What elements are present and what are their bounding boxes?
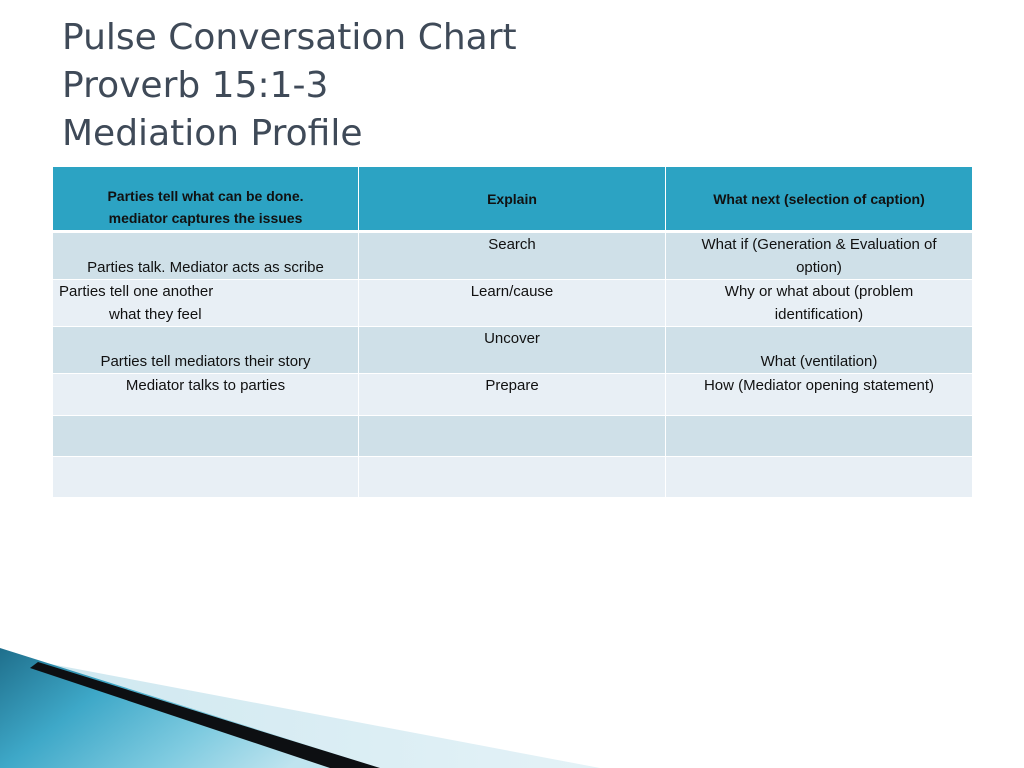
header-line: Explain: [487, 190, 537, 207]
table-row: [53, 280, 973, 327]
cell-text: What (ventilation): [760, 353, 878, 370]
cell-text: What if (Generation & Evaluation of: [701, 236, 937, 253]
title-line-1: Pulse Conversation Chart: [62, 17, 517, 58]
table-row: [53, 327, 973, 374]
header-line: mediator captures the issues: [108, 210, 303, 226]
table-cell: [359, 280, 666, 327]
header-line: What next (selection of caption): [713, 190, 925, 207]
cell-text: Parties tell one another: [59, 283, 214, 300]
table-cell: [666, 280, 973, 327]
slide-title: [62, 14, 517, 158]
title-line-3: Mediation Profile: [62, 113, 363, 154]
table-cell: [359, 374, 666, 416]
table-cell: [666, 327, 973, 374]
cell-text: Parties talk. Mediator acts as scribe: [87, 259, 324, 276]
cell-text: what they feel: [109, 306, 202, 323]
table-cell: [359, 416, 666, 457]
cell-text: option): [796, 259, 842, 276]
header-row: [53, 167, 973, 232]
cell-text: Parties tell mediators their story: [100, 353, 311, 370]
table-cell: [666, 457, 973, 498]
cell-text: identification): [774, 306, 864, 323]
cell-text: Mediator talks to parties: [125, 377, 286, 394]
table-row: [53, 374, 973, 416]
table-cell: [666, 232, 973, 280]
cell-text: Uncover: [484, 330, 540, 347]
header-cell-parties: [53, 167, 359, 232]
header-cell-explain: [359, 167, 666, 232]
table-cell: [53, 374, 359, 416]
table-cell: [53, 280, 359, 327]
swoosh-teal-band: [0, 648, 380, 768]
title-line-2: Proverb 15:1-3: [62, 65, 329, 106]
table-cell: [53, 416, 359, 457]
cell-text: Learn/cause: [470, 283, 554, 300]
table-cell: [666, 416, 973, 457]
cell-text: How (Mediator opening statement): [703, 377, 935, 394]
cell-text: Why or what about (problem: [724, 283, 914, 300]
table-row-empty: [53, 457, 973, 498]
table-cell: [666, 374, 973, 416]
table-row-empty: [53, 416, 973, 457]
table-cell: [53, 457, 359, 498]
table-cell: [359, 327, 666, 374]
header-cell-what-next: [666, 167, 973, 232]
table-cell: [53, 232, 359, 280]
pulse-conversation-table: [52, 166, 973, 498]
decorative-corner-swoosh: [0, 640, 1024, 768]
cell-text: Search: [488, 236, 536, 253]
table-row: [53, 232, 973, 280]
table-cell: [359, 232, 666, 280]
cell-text: Prepare: [485, 377, 539, 394]
table-cell: [359, 457, 666, 498]
header-line: Parties tell what can be done.: [107, 188, 304, 204]
table-cell: [53, 327, 359, 374]
